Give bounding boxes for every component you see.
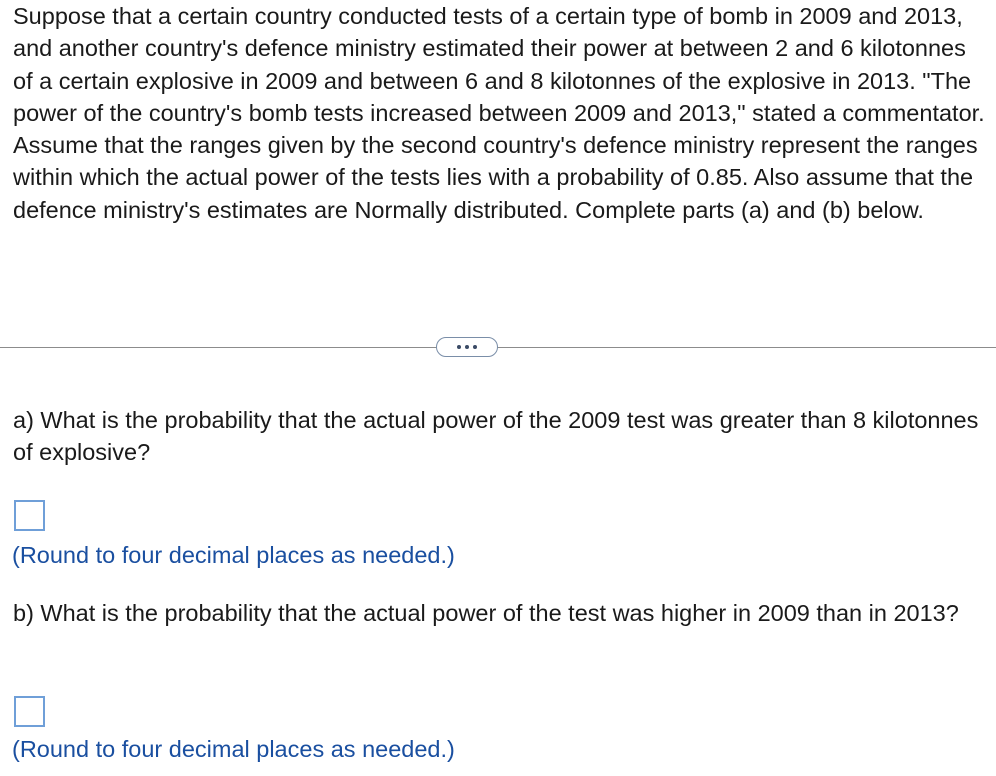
part-b-question: b) What is the probability that the actual power of the test was higher in 2009 than in 2013?	[13, 600, 959, 626]
expand-more-button[interactable]	[436, 337, 498, 357]
part-a-question: a) What is the probability that the actual power of the 2009 test was greater than 8 kilotonnes of explosive?	[13, 407, 979, 466]
more-dot-icon	[457, 345, 461, 349]
section-divider	[0, 347, 996, 348]
part-b-answer-input[interactable]	[14, 696, 45, 727]
problem-statement: Suppose that a certain country conducted tests of a certain type of bomb in 2009 and 2013, and another country's defence ministry estimated their power at between 2 and 6 kilotonnes of a certain explosive in 2009 and between 6 and 8 kilotonnes of the explosive in 2013. "The power of the country's bomb tests increased between 2009 and 2013," stated a commentator. Assume that the ranges given by the second country's defence ministry represent the ranges within which the actual power of the tests lies with a probability of 0.85. Also assume that the defence ministry's estimates are Normally distributed. Complete parts (a) and (b) below.	[13, 3, 985, 223]
part-a-answer-input[interactable]	[14, 500, 45, 531]
more-dot-icon	[473, 345, 477, 349]
part-b-rounding-hint: (Round to four decimal places as needed.)	[12, 736, 455, 762]
part-a-rounding-hint: (Round to four decimal places as needed.)	[12, 542, 455, 568]
more-dot-icon	[465, 345, 469, 349]
